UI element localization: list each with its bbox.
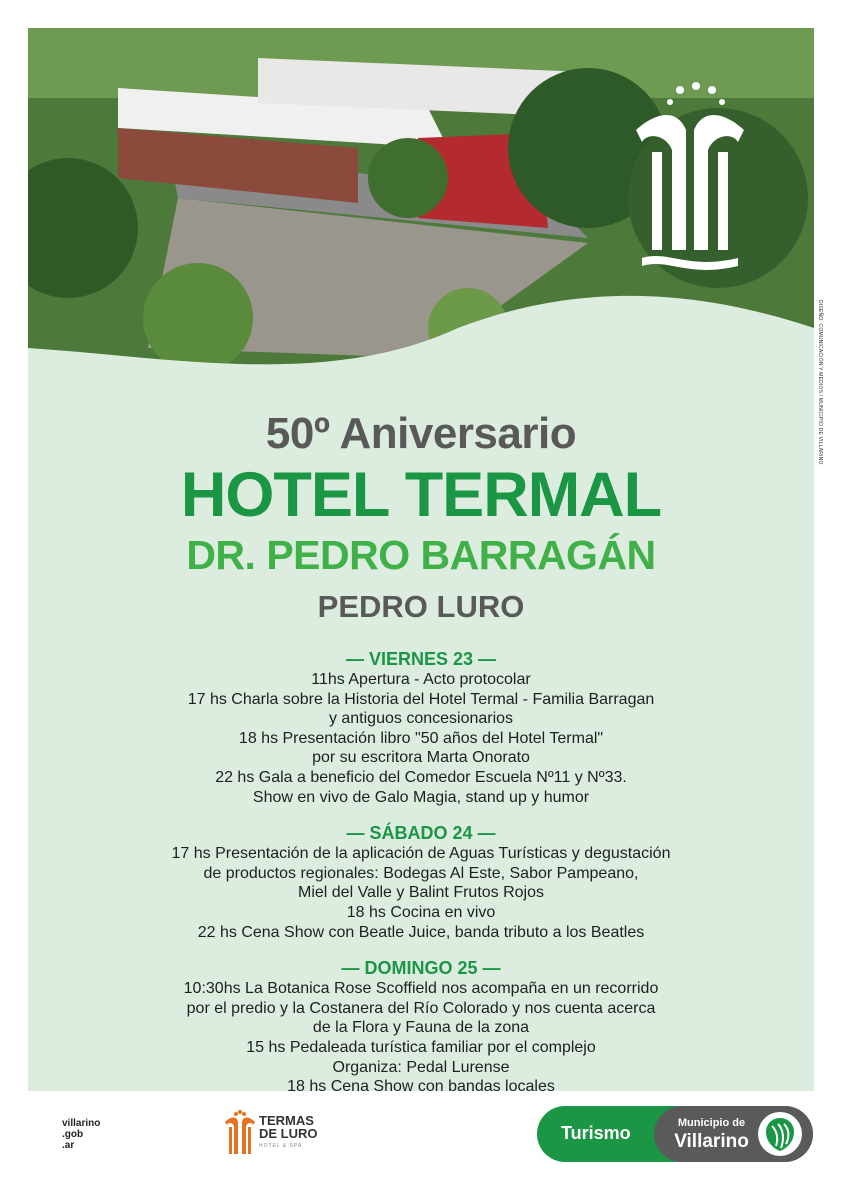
municipio-label: Municipio de xyxy=(677,1117,746,1129)
schedule-line: 22 hs Gala a beneficio del Comedor Escuela Nº11 y Nº33. xyxy=(215,768,627,786)
schedule-line: 10:30hs La Botanica Rose Scoffield nos acompaña en un recorrido xyxy=(183,980,659,998)
poster-panel xyxy=(28,28,814,1091)
termas-subtitle: HOTEL & SPA xyxy=(259,1143,303,1149)
schedule-line: Organiza: Pedal Lurense xyxy=(332,1058,510,1076)
doctor-title: DR. PEDRO BARRAGÁN xyxy=(186,532,656,578)
termas-name-line: TERMAS xyxy=(259,1113,314,1128)
termas-de-luro-logo xyxy=(223,1110,343,1160)
program-schedule xyxy=(28,648,814,1091)
termas-name-line: DE LURO xyxy=(259,1126,318,1141)
day-heading: — VIERNES 23 — xyxy=(345,649,497,669)
website-line: .gob xyxy=(62,1129,84,1140)
schedule-line: de productos regionales: Bodegas Al Este, Sabor Pampeano, xyxy=(203,864,639,882)
villarino-shield xyxy=(758,1112,802,1156)
day-heading: — SÁBADO 24 — xyxy=(346,823,496,844)
town-title: PEDRO LURO xyxy=(317,589,525,624)
turismo-label: Turismo xyxy=(561,1123,631,1143)
villarino-label: Villarino xyxy=(674,1131,749,1152)
schedule-line: 17 hs Presentación de la aplicación de Aguas Turísticas y degustación xyxy=(171,845,671,863)
schedule-line: por el predio y la Costanera del Río Colorado y nos cuenta acerca xyxy=(186,999,656,1017)
schedule-line: Miel del Valle y Balint Frutos Rojos xyxy=(297,884,545,902)
schedule-line: Show en vivo de Galo Magia, stand up y humor xyxy=(252,788,590,806)
termas-name xyxy=(259,1114,318,1140)
schedule-line: y antiguos concesionarios xyxy=(328,710,514,728)
hotel-title: HOTEL TERMAL xyxy=(180,460,662,530)
day-saturday xyxy=(28,822,814,942)
schedule-line: 18 hs Cena Show con bandas locales xyxy=(287,1078,555,1091)
villarino-shield-icon xyxy=(758,1112,802,1156)
schedule-line: 18 hs Cocina en vivo xyxy=(346,903,496,921)
website-line: villarino xyxy=(62,1118,101,1129)
schedule-line: por su escritora Marta Onorato xyxy=(312,749,530,767)
design-credit: DISEÑO: COMUNICACIÓN Y MEDIOS / MUNICIPIO DE VILLARINO xyxy=(817,300,823,465)
website-line: .ar xyxy=(62,1140,75,1151)
day-sunday xyxy=(28,957,814,1091)
schedule-line: 22 hs Cena Show con Beatle Juice, banda tributo a los Beatles xyxy=(197,923,645,941)
termas-de-luro-logo-icon xyxy=(223,1110,257,1158)
website-text xyxy=(62,1118,100,1151)
municipio-panel xyxy=(654,1106,813,1162)
schedule-line: 17 hs Charla sobre la Historia del Hotel Termal - Familia Barragan xyxy=(187,690,655,708)
schedule-line: de la Flora y Fauna de la zona xyxy=(312,1019,530,1037)
schedule-line: 18 hs Presentación libro "50 años del Hotel Termal" xyxy=(238,729,604,747)
municipio-badge xyxy=(537,1106,813,1162)
day-friday xyxy=(28,648,814,807)
schedule-line: 11hs Apertura - Acto protocolar xyxy=(311,671,531,688)
day-heading: — DOMINGO 25 — xyxy=(341,958,501,979)
schedule-line: 15 hs Pedaleada turística familiar por el complejo xyxy=(246,1038,596,1056)
hotel-termal-logo-icon xyxy=(628,80,752,280)
title-block xyxy=(28,408,814,626)
anniversary-title: 50º Aniversario xyxy=(265,409,577,458)
